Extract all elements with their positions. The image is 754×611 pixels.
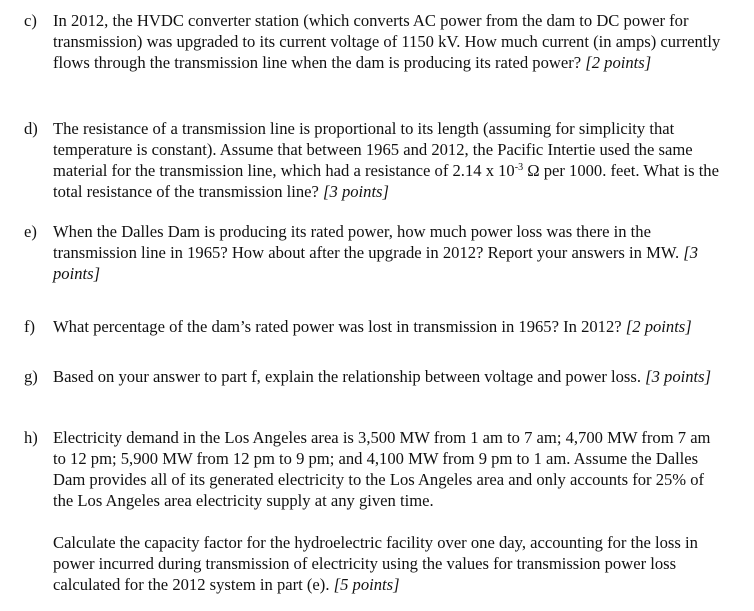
question-h <box>24 427 724 595</box>
question-d-exponent: -3 <box>514 162 524 173</box>
question-c-paragraph <box>53 10 724 73</box>
question-h-label: h) <box>24 428 38 447</box>
question-c-label: c) <box>24 11 37 30</box>
question-e-text <box>53 221 724 284</box>
question-f <box>24 316 724 337</box>
question-g-label: g) <box>24 367 38 386</box>
question-d-body-after: Ω per 1000. feet. What is the total resistance of the transmission line? <box>53 161 719 201</box>
question-g-body: Based on your answer to part f, explain the relationship between voltage and power loss. <box>53 367 646 386</box>
question-f-points: [2 points] <box>625 317 692 336</box>
question-e-body: When the Dalles Dam is producing its rated power, how much power loss was there in the transmission line in 1965? How about after the upgrade in 2012? Report your answers in MW. <box>53 222 684 262</box>
question-d-label: d) <box>24 119 38 138</box>
question-f-paragraph <box>53 316 724 337</box>
question-d-points: [3 points] <box>323 182 389 201</box>
question-h-paragraph-2 <box>53 532 724 595</box>
question-f-body: What percentage of the dam’s rated power was lost in transmission in 1965? In 2012? <box>53 317 626 336</box>
question-g-paragraph <box>53 366 724 387</box>
question-d-body-before: The resistance of a transmission line is proportional to its length (assuming for simplicity that temperature is constant). Assume that between 1965 and 2012, the Pacific Intertie used the same material for the transmission line, which had a resistance of 2.14 x 10 <box>53 119 693 180</box>
question-c-body: In 2012, the HVDC converter station (which converts AC power from the dam to DC power for transmission) was upgraded to its current voltage of 1150 kV. How much current (in amps) currently flows through the transmission line when the dam is producing its rated power? <box>53 11 721 72</box>
question-c-text <box>53 10 724 73</box>
question-e <box>24 221 724 284</box>
question-g-text <box>53 366 724 387</box>
question-h-body-2: Calculate the capacity factor for the hydroelectric facility over one day, accounting for the loss in power incurred during transmission of electricity using the values for transmission power loss calculated for the 2012 system in part (e). <box>53 533 698 594</box>
question-h-points: [5 points] <box>333 575 400 594</box>
question-c <box>24 10 724 73</box>
question-g-points: [3 points] <box>645 367 712 386</box>
question-c-points: [2 points] <box>585 53 652 72</box>
question-h-body-1: Electricity demand in the Los Angeles area is 3,500 MW from 1 am to 7 am; 4,700 MW from 7 am to 12 pm; 5,900 MW from 12 pm to 9 pm; and 4,100 MW from 9 pm to 1 am. Assume the Dalles Dam provides all of its generated electricity to the Los Angeles area and only accounts for 25% of the Los Angeles area electricity supply at any given time. <box>53 428 711 510</box>
question-g <box>24 366 724 387</box>
question-e-paragraph <box>53 221 724 284</box>
question-e-points: [3 points] <box>53 243 699 283</box>
question-f-text <box>53 316 724 337</box>
question-h-paragraph-1 <box>53 427 724 511</box>
question-e-label: e) <box>24 222 37 241</box>
question-d-paragraph <box>53 118 724 202</box>
question-d <box>24 118 724 202</box>
question-f-label: f) <box>24 317 36 336</box>
question-h-text <box>53 427 724 595</box>
question-d-text <box>53 118 724 202</box>
